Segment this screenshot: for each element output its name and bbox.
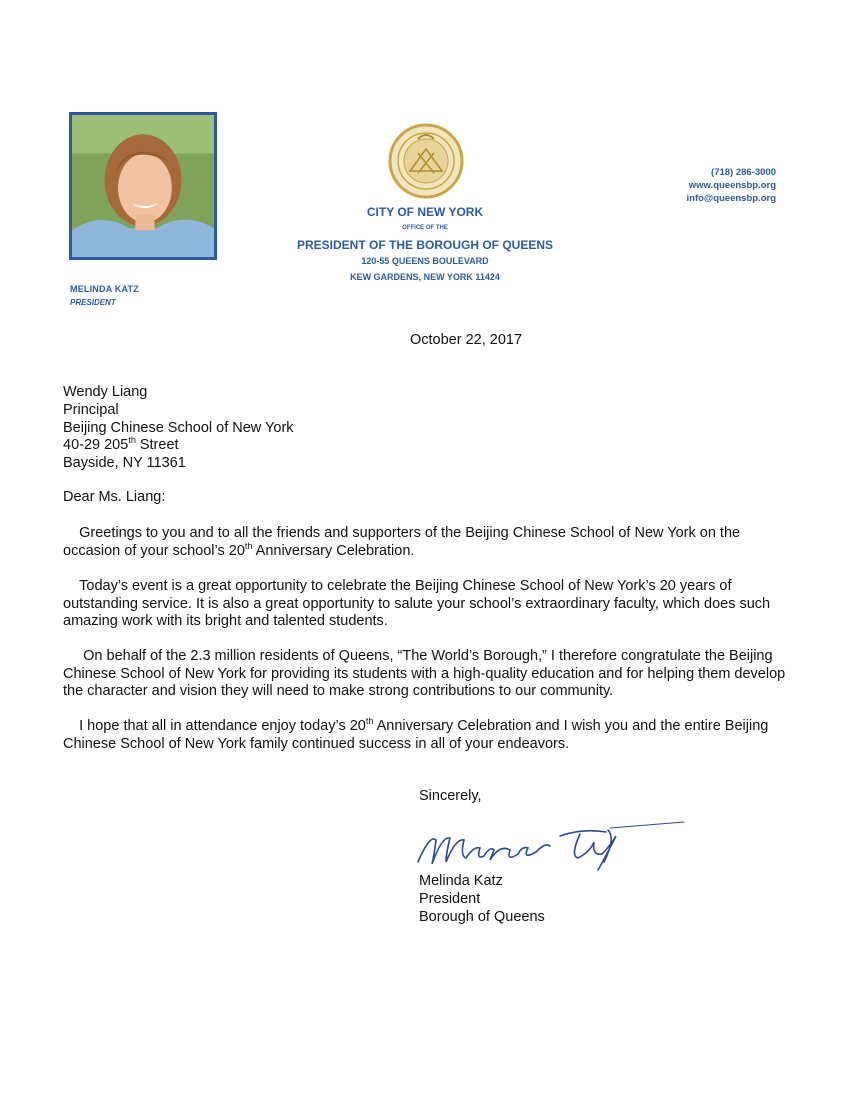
paragraph-wishes-end: Anniversary Celebration and I wish you and the entire Beijing Chinese School of New York family continued success in all of your endeavors. (63, 718, 769, 752)
street-name: Street (135, 437, 179, 453)
city-seal-icon (388, 123, 464, 199)
paragraph-event (63, 578, 793, 631)
recipient-street (63, 437, 179, 453)
letterhead-city: CITY OF NEW YORK (366, 205, 484, 219)
letterhead-office-of: OFFICE OF THE (402, 225, 448, 231)
paragraph-greeting-end: Anniversary Celebration. (252, 542, 415, 559)
contact-phone: (718) 286-3000 (711, 167, 776, 178)
recipient-name: Wendy Liang (63, 384, 148, 400)
paragraph-congratulations-text: On behalf of the 2.3 million residents of Queens, “The World’s Borough,” I therefore congratulate the Beijing Chinese School of New York for providing its students with a high-quality education and for helping them develop the character and vision they will need to make strong contributions to our community. (63, 648, 786, 699)
signer-name: Melinda Katz (419, 873, 503, 889)
portrait-image (72, 115, 214, 257)
ordinal-suffix: th (365, 716, 374, 727)
signer-title: President (419, 891, 481, 907)
paragraph-congratulations (63, 648, 793, 701)
contact-email-link[interactable]: info@queensbp.org (686, 193, 776, 204)
paragraph-wishes-text: I hope that all in attendance enjoy today’s 20 (79, 718, 366, 734)
street-ordinal-suffix: th (128, 435, 136, 446)
closing: Sincerely, (419, 788, 482, 804)
president-portrait-photo (69, 112, 217, 260)
recipient-city: Bayside, NY 11361 (63, 455, 186, 471)
recipient-organization: Beijing Chinese School of New York (63, 420, 294, 436)
recipient-title: Principal (63, 402, 119, 418)
city-seal-logo (388, 123, 464, 199)
signature-icon (410, 816, 690, 876)
letterhead-office-title: PRESIDENT OF THE BOROUGH OF QUEENS (296, 238, 554, 252)
ordinal-suffix: th (244, 540, 253, 551)
letterhead-address-line1: 120-55 QUEENS BOULEVARD (361, 256, 489, 266)
handwritten-signature (410, 816, 690, 876)
contact-website-link[interactable]: www.queensbp.org (688, 180, 776, 191)
street-number: 40-29 205 (63, 437, 129, 453)
photo-caption-title: PRESIDENT (70, 298, 116, 307)
photo-caption-name: MELINDA KATZ (70, 284, 139, 294)
paragraph-wishes (63, 718, 793, 753)
paragraph-greeting (63, 525, 793, 560)
paragraph-event-text: Today’s event is a great opportunity to celebrate the Beijing Chinese School of New York’s 20 years of outstanding service. It is also a great opportunity to salute your school’s extraordinary faculty, which does such amazing work with its bright and talented students. (63, 578, 771, 629)
letter-date: October 22, 2017 (410, 332, 523, 348)
paragraph-greeting-text: Greetings to you and to all the friends and supporters of the Beijing Chinese School of New York on the occasion of your school’s 20 (63, 525, 741, 559)
signer-organization: Borough of Queens (419, 909, 545, 925)
salutation: Dear Ms. Liang: (63, 489, 166, 505)
letterhead-address-line2: KEW GARDENS, NEW YORK 11424 (350, 272, 500, 282)
